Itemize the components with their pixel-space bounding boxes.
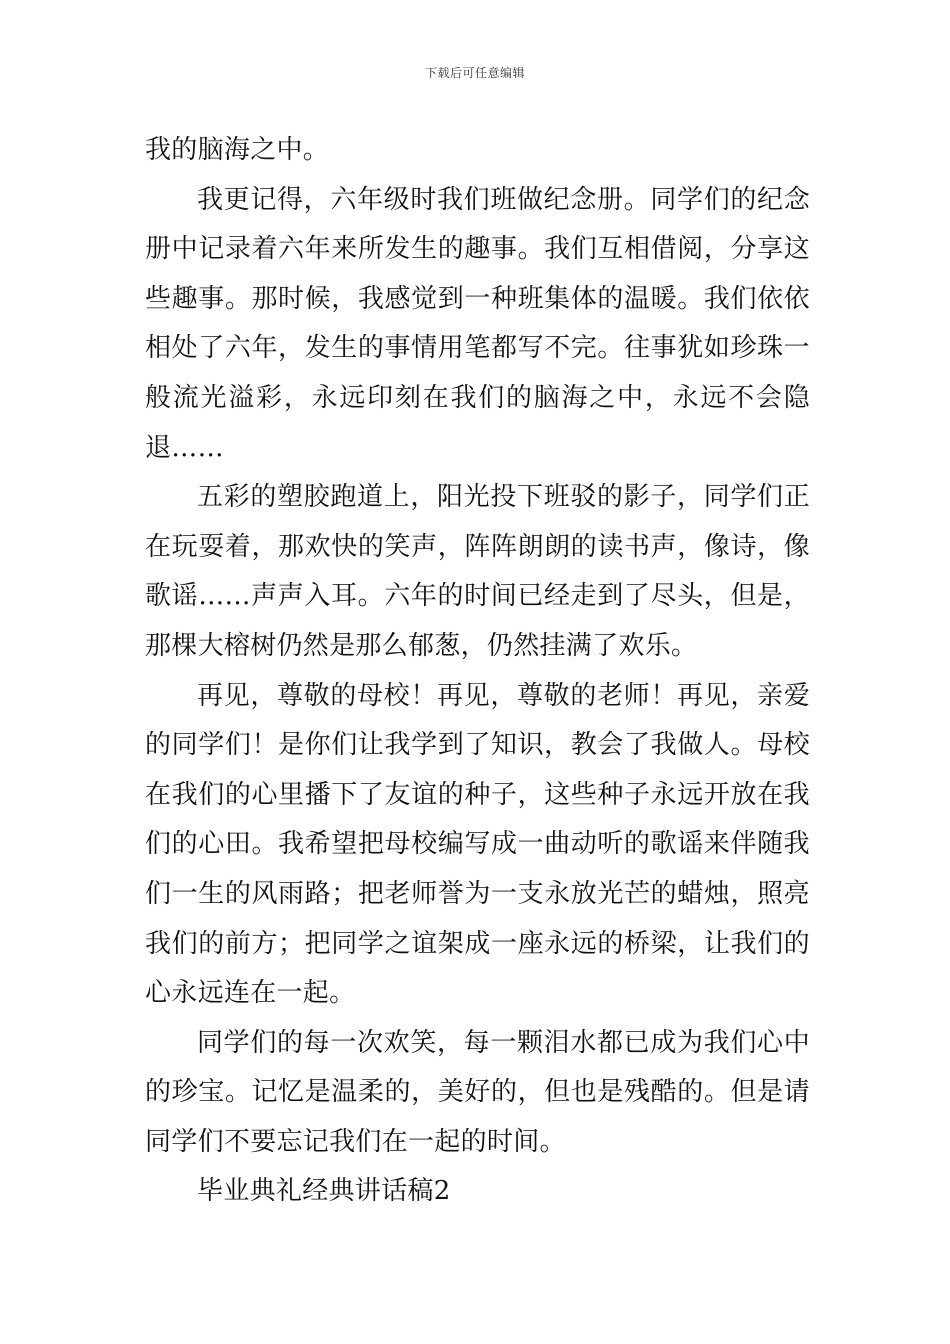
paragraph: 五彩的塑胶跑道上，阳光投下班驳的影子，同学们正在玩耍着，那欢快的笑声，阵阵朗朗的读书声，像诗，像歌谣……声声入耳。六年的时间已经走到了尽头，但是，那棵大榕树仍然是那么郁葱，仍然挂满了欢乐。 <box>145 482 810 661</box>
page-header: 下载后可任意编辑 <box>424 66 525 80</box>
document-body <box>145 126 810 1217</box>
paragraph: 再见，尊敬的母校！再见，尊敬的老师！再见，亲爱的同学们！是你们让我学到了知识，教会了我做人。母校在我们的心里播下了友谊的种子，这些种子永远开放在我们的心田。我希望把母校编写成一曲动听的歌谣来伴随我们一生的风雨路；把老师誉为一支永放光芒的蜡烛，照亮我们的前方；把同学之谊架成一座永远的桥梁，让我们的心永远连在一起。 <box>145 680 810 1009</box>
paragraph: 同学们的每一次欢笑，每一颗泪水都已成为我们心中的珍宝。记忆是温柔的，美好的，但也是残酷的。但是请同学们不要忘记我们在一起的时间。 <box>145 1027 810 1157</box>
section-heading: 毕业典礼经典讲话稿2 <box>197 1176 451 1207</box>
paragraph: 我更记得，六年级时我们班做纪念册。同学们的纪念册中记录着六年来所发生的趣事。我们互相借阅，分享这些趣事。那时候，我感觉到一种班集体的温暖。我们依依相处了六年，发生的事情用笔都写不完。往事犹如珍珠一般流光溢彩，永远印刻在我们的脑海之中，永远不会隐退…… <box>145 184 810 463</box>
paragraph-continuation: 我的脑海之中。 <box>145 135 330 165</box>
